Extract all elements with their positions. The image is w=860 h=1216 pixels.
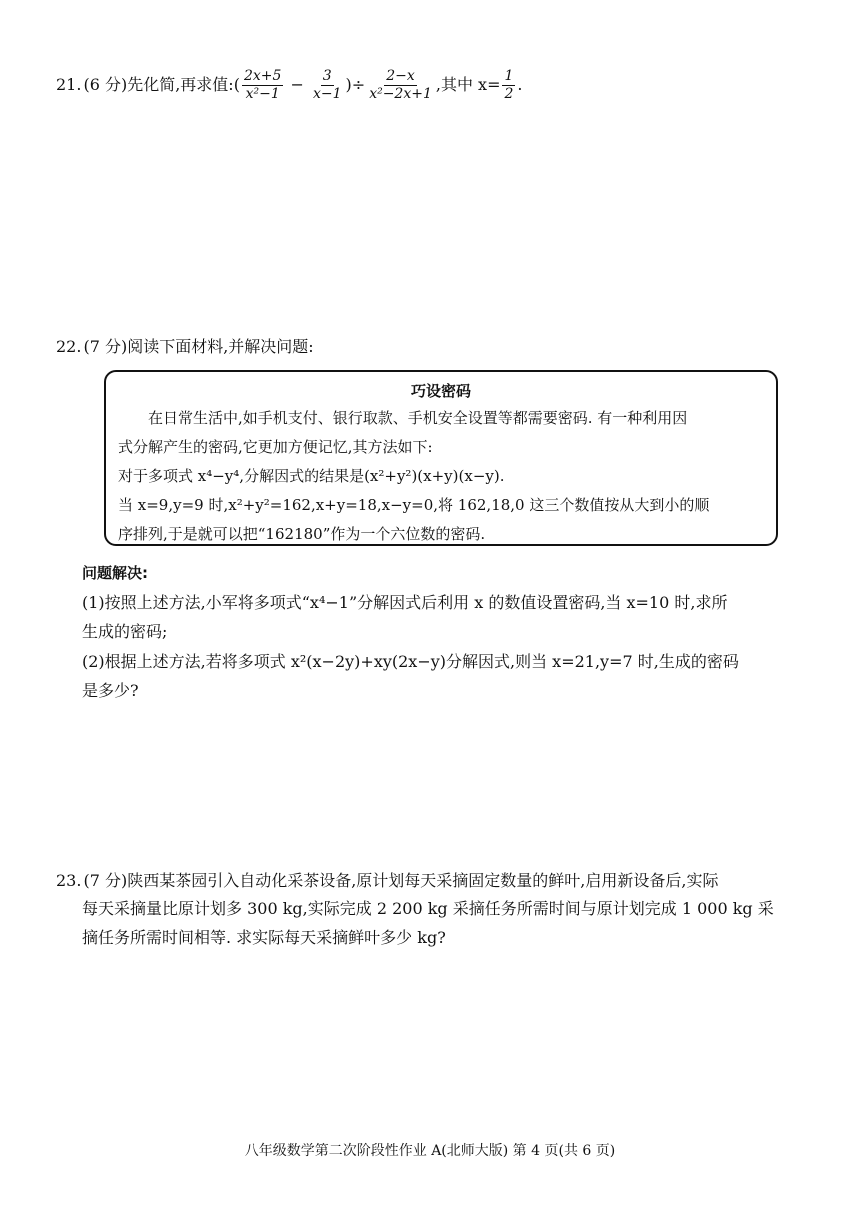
material-line: 序排列,于是就可以把“162180”作为一个六位数的密码.: [118, 525, 486, 543]
part-2-line: (2)根据上述方法,若将多项式 x²(x−2y)+xy(2x−y)分解因式,则当 x=21,y=7 时,生成的密码: [82, 652, 739, 671]
fraction: [367, 68, 434, 103]
operator: )÷: [345, 75, 366, 94]
question-23: [56, 865, 718, 896]
question-text: .: [517, 75, 523, 94]
part-1-line: 生成的密码;: [82, 622, 168, 641]
problem-solving-title: 问题解决:: [82, 564, 148, 582]
material-line: 式分解产生的密码,它更加方便记忆,其方法如下:: [118, 438, 433, 456]
question-text: 阅读下面材料,并解决问题:: [127, 337, 314, 356]
material-box: [104, 370, 778, 546]
fraction-denominator: x−1: [312, 86, 342, 102]
fraction: [311, 68, 344, 103]
page-footer: 八年级数学第二次阶段性作业 A(北师大版) 第 4 页(共 6 页): [244, 1143, 616, 1159]
fraction-denominator: x²−2x+1: [369, 86, 432, 102]
question-number: 23.: [56, 871, 82, 890]
part-2-line: 是多少?: [82, 681, 139, 700]
question-score: (6 分): [83, 75, 128, 94]
question-21: [56, 68, 523, 103]
material-title: 巧设密码: [410, 382, 471, 400]
fraction: [242, 68, 283, 103]
fraction: [502, 68, 515, 103]
fraction-numerator: 2x+5: [243, 68, 282, 84]
question-score: (7 分): [83, 337, 128, 356]
material-line: 在日常生活中,如手机支付、银行取款、手机安全设置等都需要密码. 有一种利用因: [148, 409, 688, 427]
fraction-numerator: 2−x: [386, 68, 415, 84]
material-line: 对于多项式 x⁴−y⁴,分解因式的结果是(x²+y²)(x+y)(x−y).: [118, 467, 505, 485]
question-text: 先化简,再求值:(: [127, 75, 240, 94]
part-1-line: (1)按照上述方法,小军将多项式“x⁴−1”分解因式后利用 x 的数值设置密码,当 x=10 时,求所: [82, 593, 728, 612]
question-number: 21.: [56, 75, 82, 94]
fraction-denominator: 2: [504, 86, 514, 102]
question-number: 22.: [56, 337, 82, 356]
question-text: 摘任务所需时间相等. 求实际每天采摘鲜叶多少 kg?: [82, 928, 446, 947]
question-22: [56, 331, 314, 362]
question-score: (7 分): [83, 871, 128, 890]
question-text: 每天采摘量比原计划多 300 kg,实际完成 2 200 kg 采摘任务所需时间与原计划完成 1 000 kg 采: [82, 899, 774, 918]
material-line: 当 x=9,y=9 时,x²+y²=162,x+y=18,x−y=0,将 162,18,0 这三个数值按从大到小的顺: [118, 496, 710, 514]
fraction-denominator: x²−1: [245, 86, 280, 102]
question-text: ,其中 x=: [435, 75, 501, 94]
operator: −: [285, 75, 309, 94]
fraction-numerator: 3: [322, 68, 332, 84]
question-text: 陕西某茶园引入自动化采茶设备,原计划每天采摘固定数量的鲜叶,启用新设备后,实际: [127, 871, 719, 890]
fraction-numerator: 1: [504, 68, 514, 84]
